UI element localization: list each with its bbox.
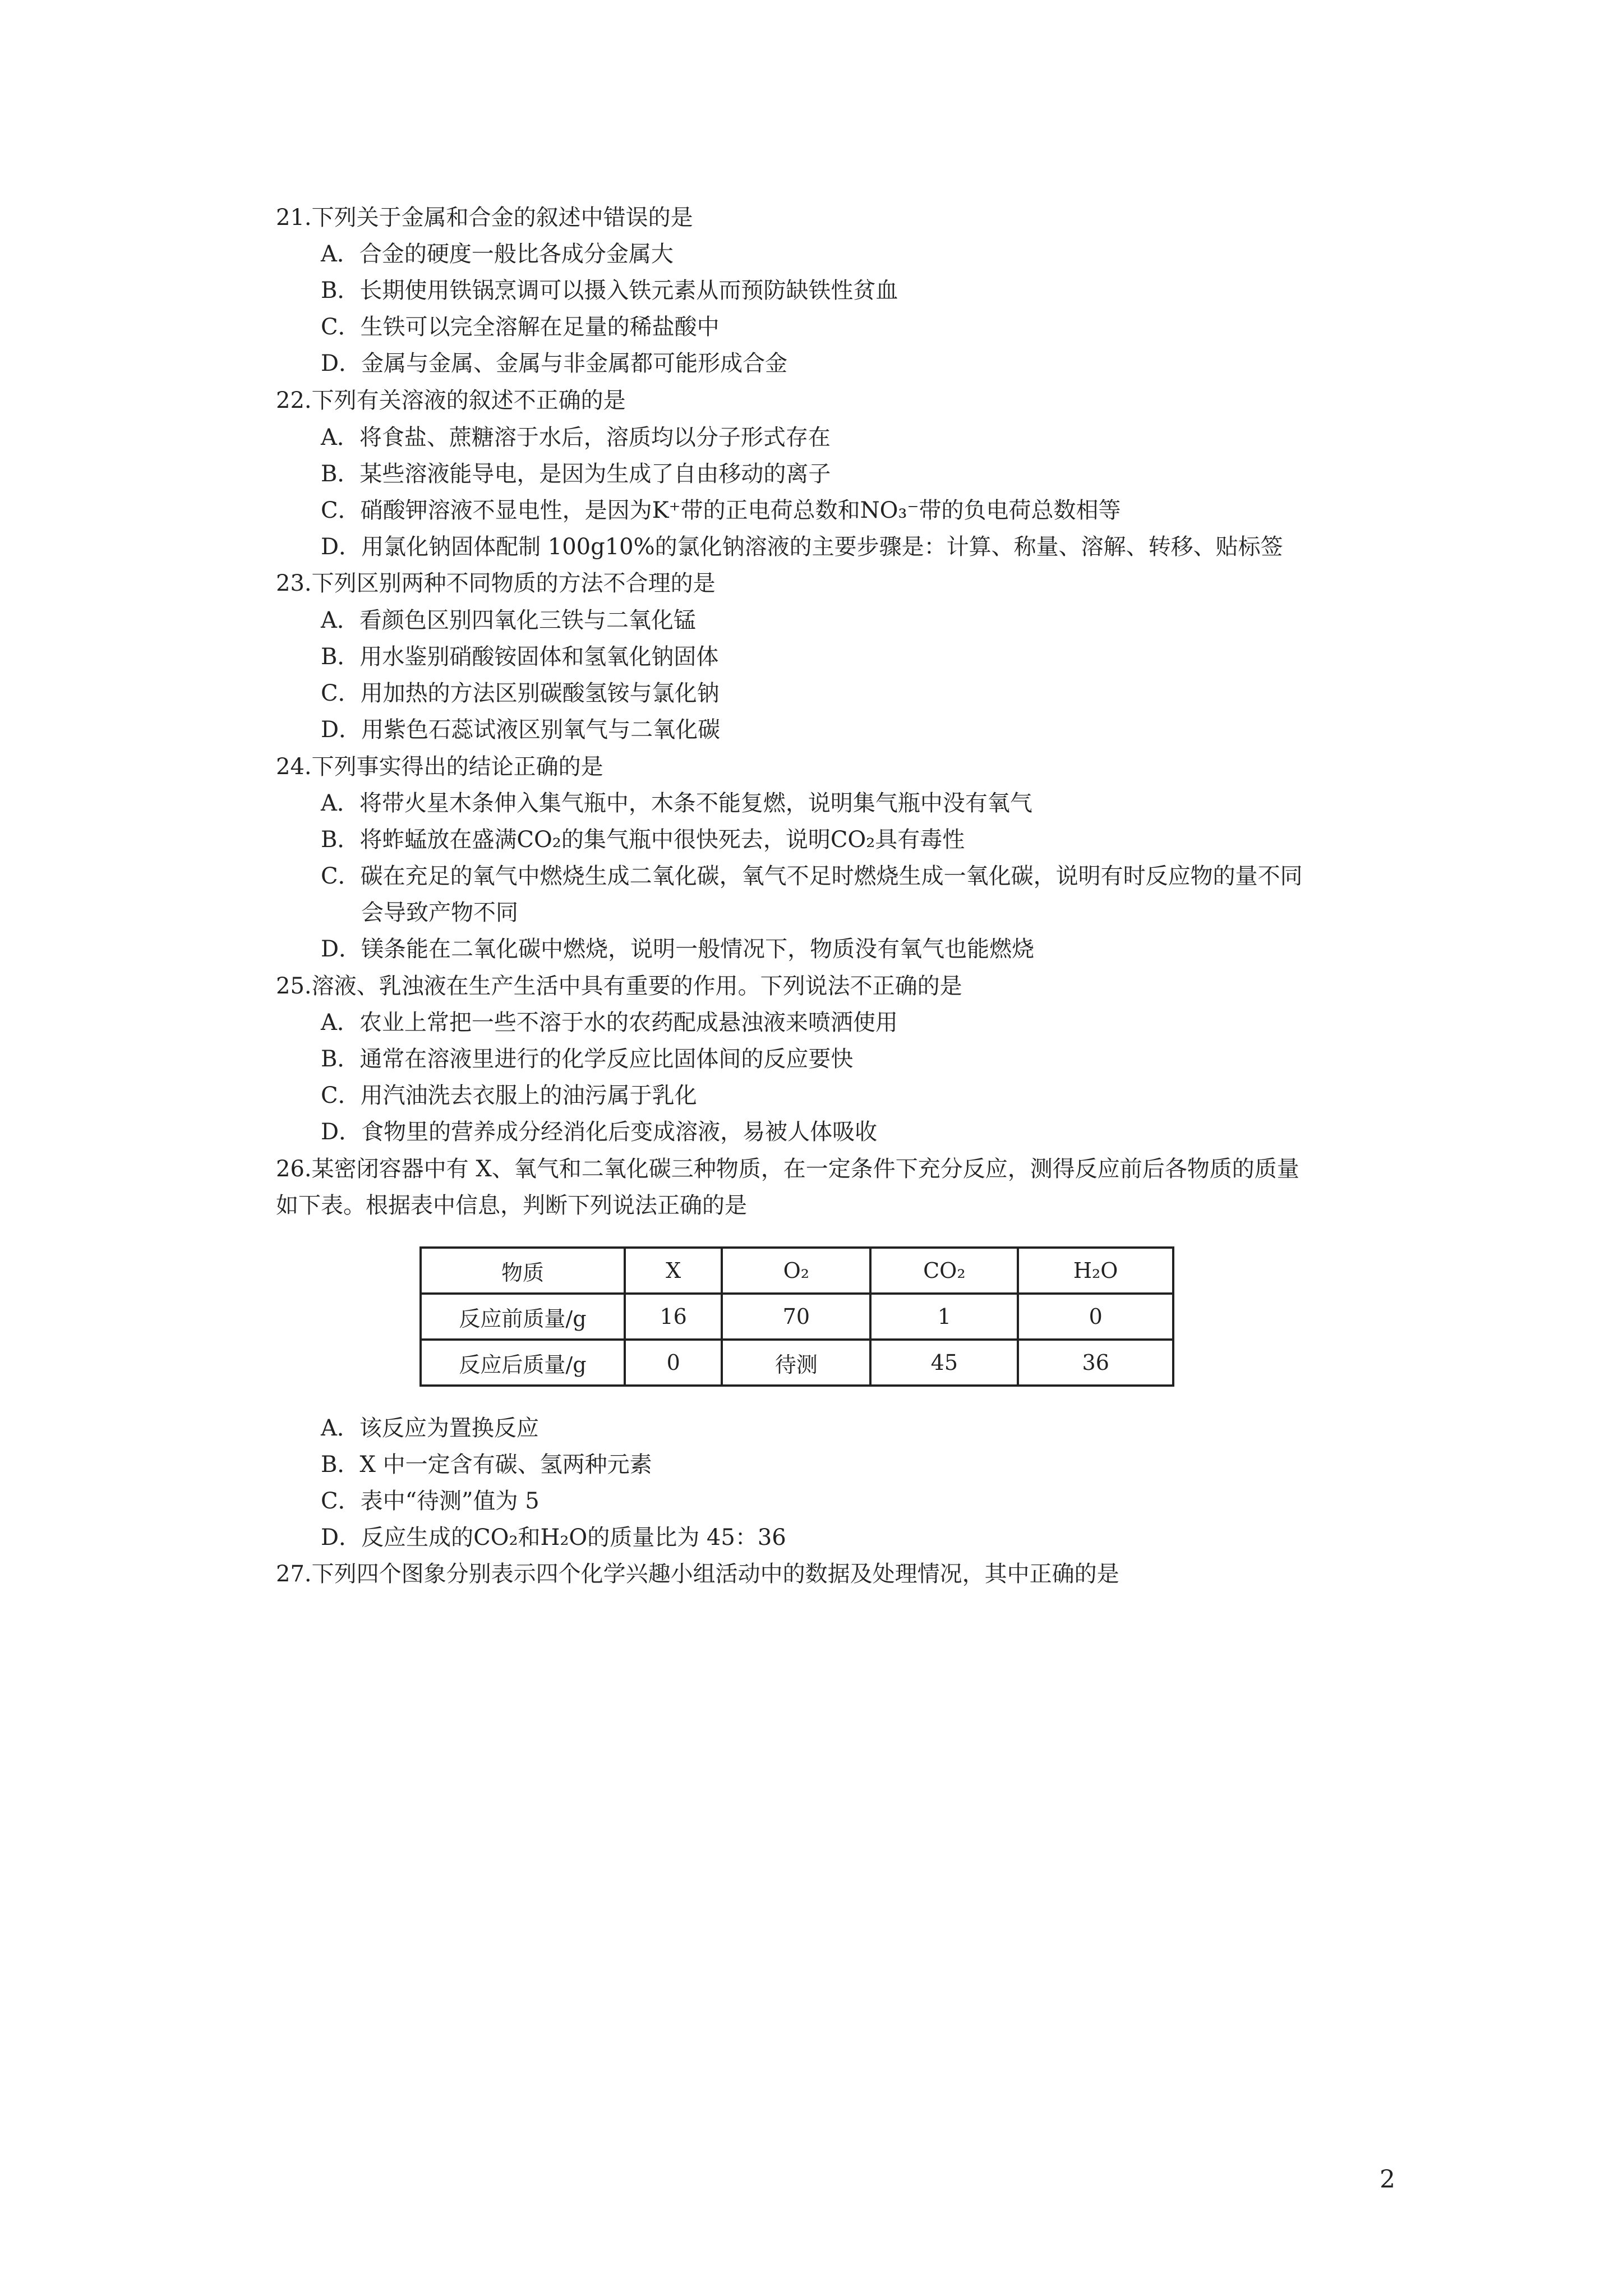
table-cell: 36 xyxy=(1018,1340,1173,1386)
question-25-option-d: D．食物里的营养成分经消化后变成溶液，易被人体吸收 xyxy=(321,1119,878,1145)
question-21-option-d: D．金属与金属、金属与非金属都可能形成合金 xyxy=(321,351,788,376)
question-26-option-d: D．反应生成的CO₂和H₂O的质量比为 45：36 xyxy=(321,1525,786,1550)
question-26-stem-continuation: 如下表。根据表中信息，判断下列说法正确的是 xyxy=(276,1193,747,1218)
table-cell: 45 xyxy=(870,1340,1018,1386)
question-23-option-d: D．用紫色石蕊试液区别氧气与二氧化碳 xyxy=(321,717,721,743)
table-cell: 0 xyxy=(1018,1294,1173,1340)
mass-table xyxy=(419,1246,1174,1387)
table-row-label: 反应后质量/g xyxy=(421,1340,625,1386)
question-21-option-c: C．生铁可以完全溶解在足量的稀盐酸中 xyxy=(321,314,720,340)
table-row-label: 反应前质量/g xyxy=(421,1294,625,1340)
question-21-option-b: B．长期使用铁锅烹调可以摄入铁元素从而预防缺铁性贫血 xyxy=(321,278,898,303)
table-header-cell: X xyxy=(625,1248,722,1294)
table-cell: 16 xyxy=(625,1294,722,1340)
question-24-option-d: D．镁条能在二氧化碳中燃烧，说明一般情况下，物质没有氧气也能燃烧 xyxy=(321,936,1035,962)
question-26-option-c: C．表中“待测”值为 5 xyxy=(321,1488,540,1514)
question-24-option-b: B．将蚱蜢放在盛满CO₂的集气瓶中很快死去，说明CO₂具有毒性 xyxy=(321,827,965,853)
table-header-cell: 物质 xyxy=(421,1248,625,1294)
question-24-option-c: C．碳在充足的氧气中燃烧生成二氧化碳，氧气不足时燃烧生成一氧化碳，说明有时反应物的量不同 xyxy=(321,863,1303,889)
question-24-option-a: A．将带火星木条伸入集气瓶中，木条不能复燃，说明集气瓶中没有氧气 xyxy=(321,790,1032,816)
question-23-option-b: B．用水鉴别硝酸铵固体和氢氧化钠固体 xyxy=(321,644,719,670)
page-number: 2 xyxy=(1380,2165,1395,2194)
question-22-stem: 22.下列有关溶液的叙述不正确的是 xyxy=(276,388,626,413)
question-25-stem: 25.溶液、乳浊液在生产生活中具有重要的作用。下列说法不正确的是 xyxy=(276,973,962,999)
question-26-stem: 26.某密闭容器中有 X、氧气和二氧化碳三种物质，在一定条件下充分反应，测得反应前后各物质的质量 xyxy=(276,1156,1299,1182)
question-22-option-d: D．用氯化钠固体配制 100g10%的氯化钠溶液的主要步骤是：计算、称量、溶解、转移、贴标签 xyxy=(321,534,1283,560)
question-23-option-c: C．用加热的方法区别碳酸氢铵与氯化钠 xyxy=(321,680,720,706)
question-25-option-c: C．用汽油洗去衣服上的油污属于乳化 xyxy=(321,1083,697,1108)
table-row xyxy=(421,1294,1173,1340)
question-27-stem: 27.下列四个图象分别表示四个化学兴趣小组活动中的数据及处理情况，其中正确的是 xyxy=(276,1561,1119,1587)
question-26-option-b: B．X 中一定含有碳、氢两种元素 xyxy=(321,1452,652,1478)
question-25-option-b: B．通常在溶液里进行的化学反应比固体间的反应要快 xyxy=(321,1046,854,1072)
table-cell: 70 xyxy=(722,1294,870,1340)
question-25-option-a: A．农业上常把一些不溶于水的农药配成悬浊液来喷洒使用 xyxy=(321,1010,898,1036)
question-22-option-b: B．某些溶液能导电，是因为生成了自由移动的离子 xyxy=(321,461,831,487)
table-header-cell: O₂ xyxy=(722,1248,870,1294)
question-23-option-a: A．看颜色区别四氧化三铁与二氧化锰 xyxy=(321,608,696,633)
table-cell: 待测 xyxy=(722,1340,870,1386)
question-26-option-a: A．该反应为置换反应 xyxy=(321,1415,539,1441)
table-header-cell: H₂O xyxy=(1018,1248,1173,1294)
table-header-cell: CO₂ xyxy=(870,1248,1018,1294)
question-24-option-c-continuation: 会导致产物不同 xyxy=(361,900,518,926)
table-cell: 0 xyxy=(625,1340,722,1386)
question-24-stem: 24.下列事实得出的结论正确的是 xyxy=(276,754,603,780)
table-row xyxy=(421,1340,1173,1386)
question-21-stem: 21.下列关于金属和合金的叙述中错误的是 xyxy=(276,205,693,231)
table-cell: 1 xyxy=(870,1294,1018,1340)
question-22-option-c: C．硝酸钾溶液不显电性，是因为K⁺带的正电荷总数和NO₃⁻带的负电荷总数相等 xyxy=(321,498,1121,523)
question-22-option-a: A．将食盐、蔗糖溶于水后，溶质均以分子形式存在 xyxy=(321,425,831,450)
question-21-option-a: A．合金的硬度一般比各成分金属大 xyxy=(321,241,674,267)
table-header-row xyxy=(421,1248,1173,1294)
question-23-stem: 23.下列区别两种不同物质的方法不合理的是 xyxy=(276,570,716,596)
